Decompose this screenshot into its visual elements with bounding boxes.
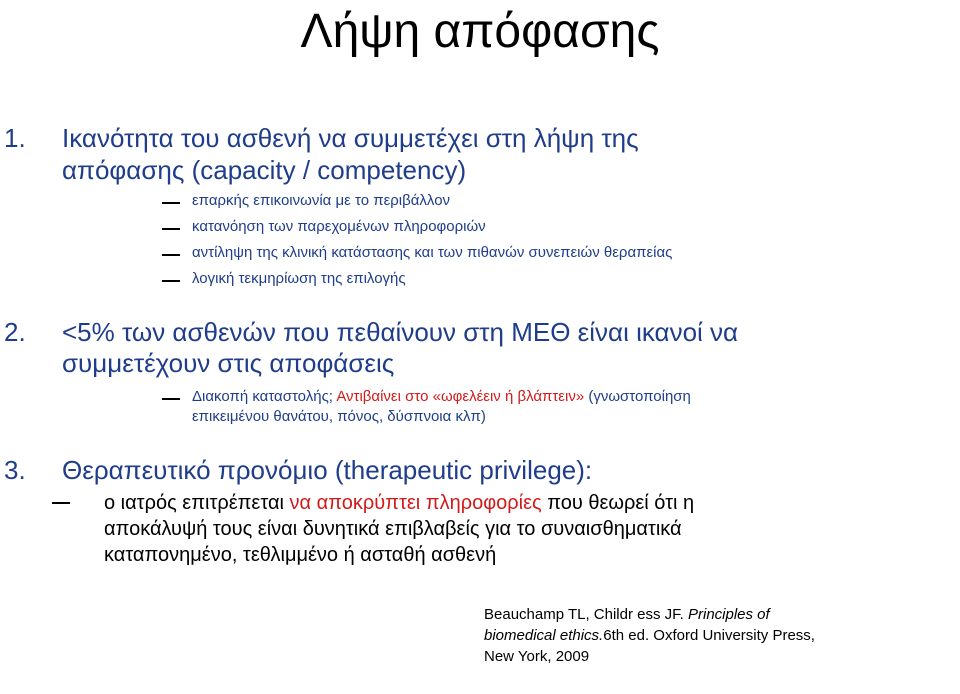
section-2-heading-line1: <5% των ασθενών που πεθαίνουν στη ΜΕΘ είναι ικανοί να <box>62 317 739 347</box>
bullet-dash <box>162 254 180 256</box>
section-1-item: επαρκής επικοινωνία με το περιβάλλον <box>192 192 451 209</box>
section-2-item-line2: επικειμένου θανάτου, πόνος, δύσπνοια κλπ) <box>192 408 486 425</box>
bullet-dash <box>162 398 180 400</box>
section-3-heading: Θεραπευτικό προνόμιο (therapeutic privilege): <box>62 455 593 485</box>
section-1-item: λογική τεκμηρίωση της επιλογής <box>192 270 406 287</box>
section-1-item: κατανόηση των παρεχομένων πληροφοριών <box>192 218 486 235</box>
section-1-heading-line1: Ικανότητα του ασθενή να συμμετέχει στη λήψη της <box>62 123 639 153</box>
reference-line2 <box>484 626 815 646</box>
section-3-line1 <box>104 490 694 516</box>
reference-book-title-cont: biomedical ethics. <box>484 627 604 644</box>
section-3-number: 3. <box>4 455 26 485</box>
section-3-line2: αποκάλυψή τους είναι δυνητικά επιβλαβείς για το συναισθηματικά <box>104 518 682 540</box>
bullet-dash <box>162 202 180 204</box>
reference-authors: Beauchamp TL, Childr ess JF. <box>484 606 688 623</box>
section-1-number: 1. <box>4 123 26 153</box>
section-2-heading-line2: συμμετέχουν στις αποφάσεις <box>62 348 395 378</box>
section-2-number: 2. <box>4 317 26 347</box>
bullet-dash <box>162 228 180 230</box>
reference-publisher: 6th ed. Oxford University Press, <box>603 627 815 644</box>
slide-title: Λήψη απόφασης <box>300 5 660 58</box>
section-1-item: αντίληψη της κλινική κατάστασης και των πιθανών συνεπειών θεραπείας <box>192 244 673 261</box>
section-2-item-text: Διακοπή καταστολής; <box>192 388 337 405</box>
section-2-item-text-end: (γνωστοποίηση <box>584 388 691 405</box>
section-2-item-line1 <box>192 387 691 407</box>
section-1-heading-line2: απόφασης (capacity / competency) <box>62 155 467 185</box>
section-2-item-red-text: Αντιβαίνει στο «ωφελέειν ή βλάπτειν» <box>336 388 585 405</box>
reference-line1 <box>484 605 770 625</box>
section-3-line3: καταπονημένο, τεθλιμμένο ή ασταθή ασθενή <box>104 544 497 566</box>
section-3-red-text: να αποκρύπτει πληροφορίες <box>289 492 542 514</box>
reference-line3: New York, 2009 <box>484 648 590 665</box>
section-3-text: ο ιατρός επιτρέπεται <box>104 492 290 514</box>
section-3-text-end: που θεωρεί ότι η <box>541 492 695 514</box>
reference-book-title: Principles of <box>687 606 770 623</box>
bullet-dash <box>52 502 70 504</box>
bullet-dash <box>162 280 180 282</box>
